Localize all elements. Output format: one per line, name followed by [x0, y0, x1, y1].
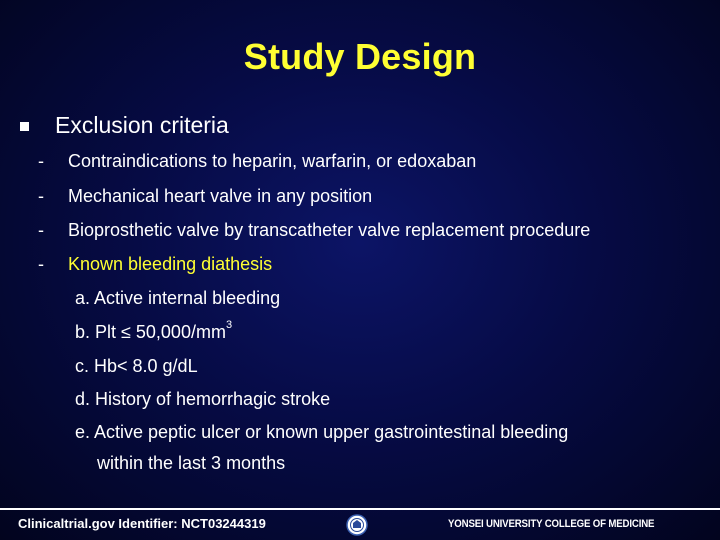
- dash-bullet: -: [38, 254, 44, 274]
- sub-item-e: e. Active peptic ulcer or known upper gastrointestinal bleeding: [75, 422, 569, 442]
- criterion-item: [38, 151, 476, 172]
- dash-bullet: -: [38, 151, 44, 171]
- criterion-label: Bioprosthetic valve by transcatheter valve replacement procedure: [68, 220, 591, 240]
- footer-divider: [0, 508, 720, 510]
- sub-item-b: [75, 319, 233, 343]
- institution-name: YONSEI UNIVERSITY COLLEGE OF MEDICINE: [448, 518, 655, 530]
- university-seal-icon: [346, 514, 368, 536]
- sub-item-b-superscript: 3: [225, 319, 233, 331]
- trial-identifier: Clinicaltrial.gov Identifier: NCT03244319: [18, 516, 266, 531]
- criterion-item-highlight: [38, 254, 272, 275]
- exclusion-heading: [20, 112, 229, 139]
- criterion-item: [38, 186, 372, 207]
- criterion-item: [38, 220, 590, 241]
- sub-item-c: c. Hb< 8.0 g/dL: [75, 356, 198, 376]
- dash-bullet: -: [38, 220, 44, 240]
- slide-title: Study Design: [243, 36, 477, 77]
- square-bullet-icon: [20, 122, 29, 131]
- criterion-label: Mechanical heart valve in any position: [68, 186, 373, 206]
- sub-item-e-continued: within the last 3 months: [97, 453, 286, 473]
- criterion-label: Contraindications to heparin, warfarin, or edoxaban: [68, 151, 477, 171]
- sub-item-a: a. Active internal bleeding: [75, 288, 281, 308]
- dash-bullet: -: [38, 186, 44, 206]
- criterion-label: Known bleeding diathesis: [68, 254, 273, 274]
- sub-item-b-text: b. Plt ≤ 50,000/mm: [75, 322, 226, 342]
- heading-text: Exclusion criteria: [55, 112, 229, 138]
- sub-item-d: d. History of hemorrhagic stroke: [75, 389, 331, 409]
